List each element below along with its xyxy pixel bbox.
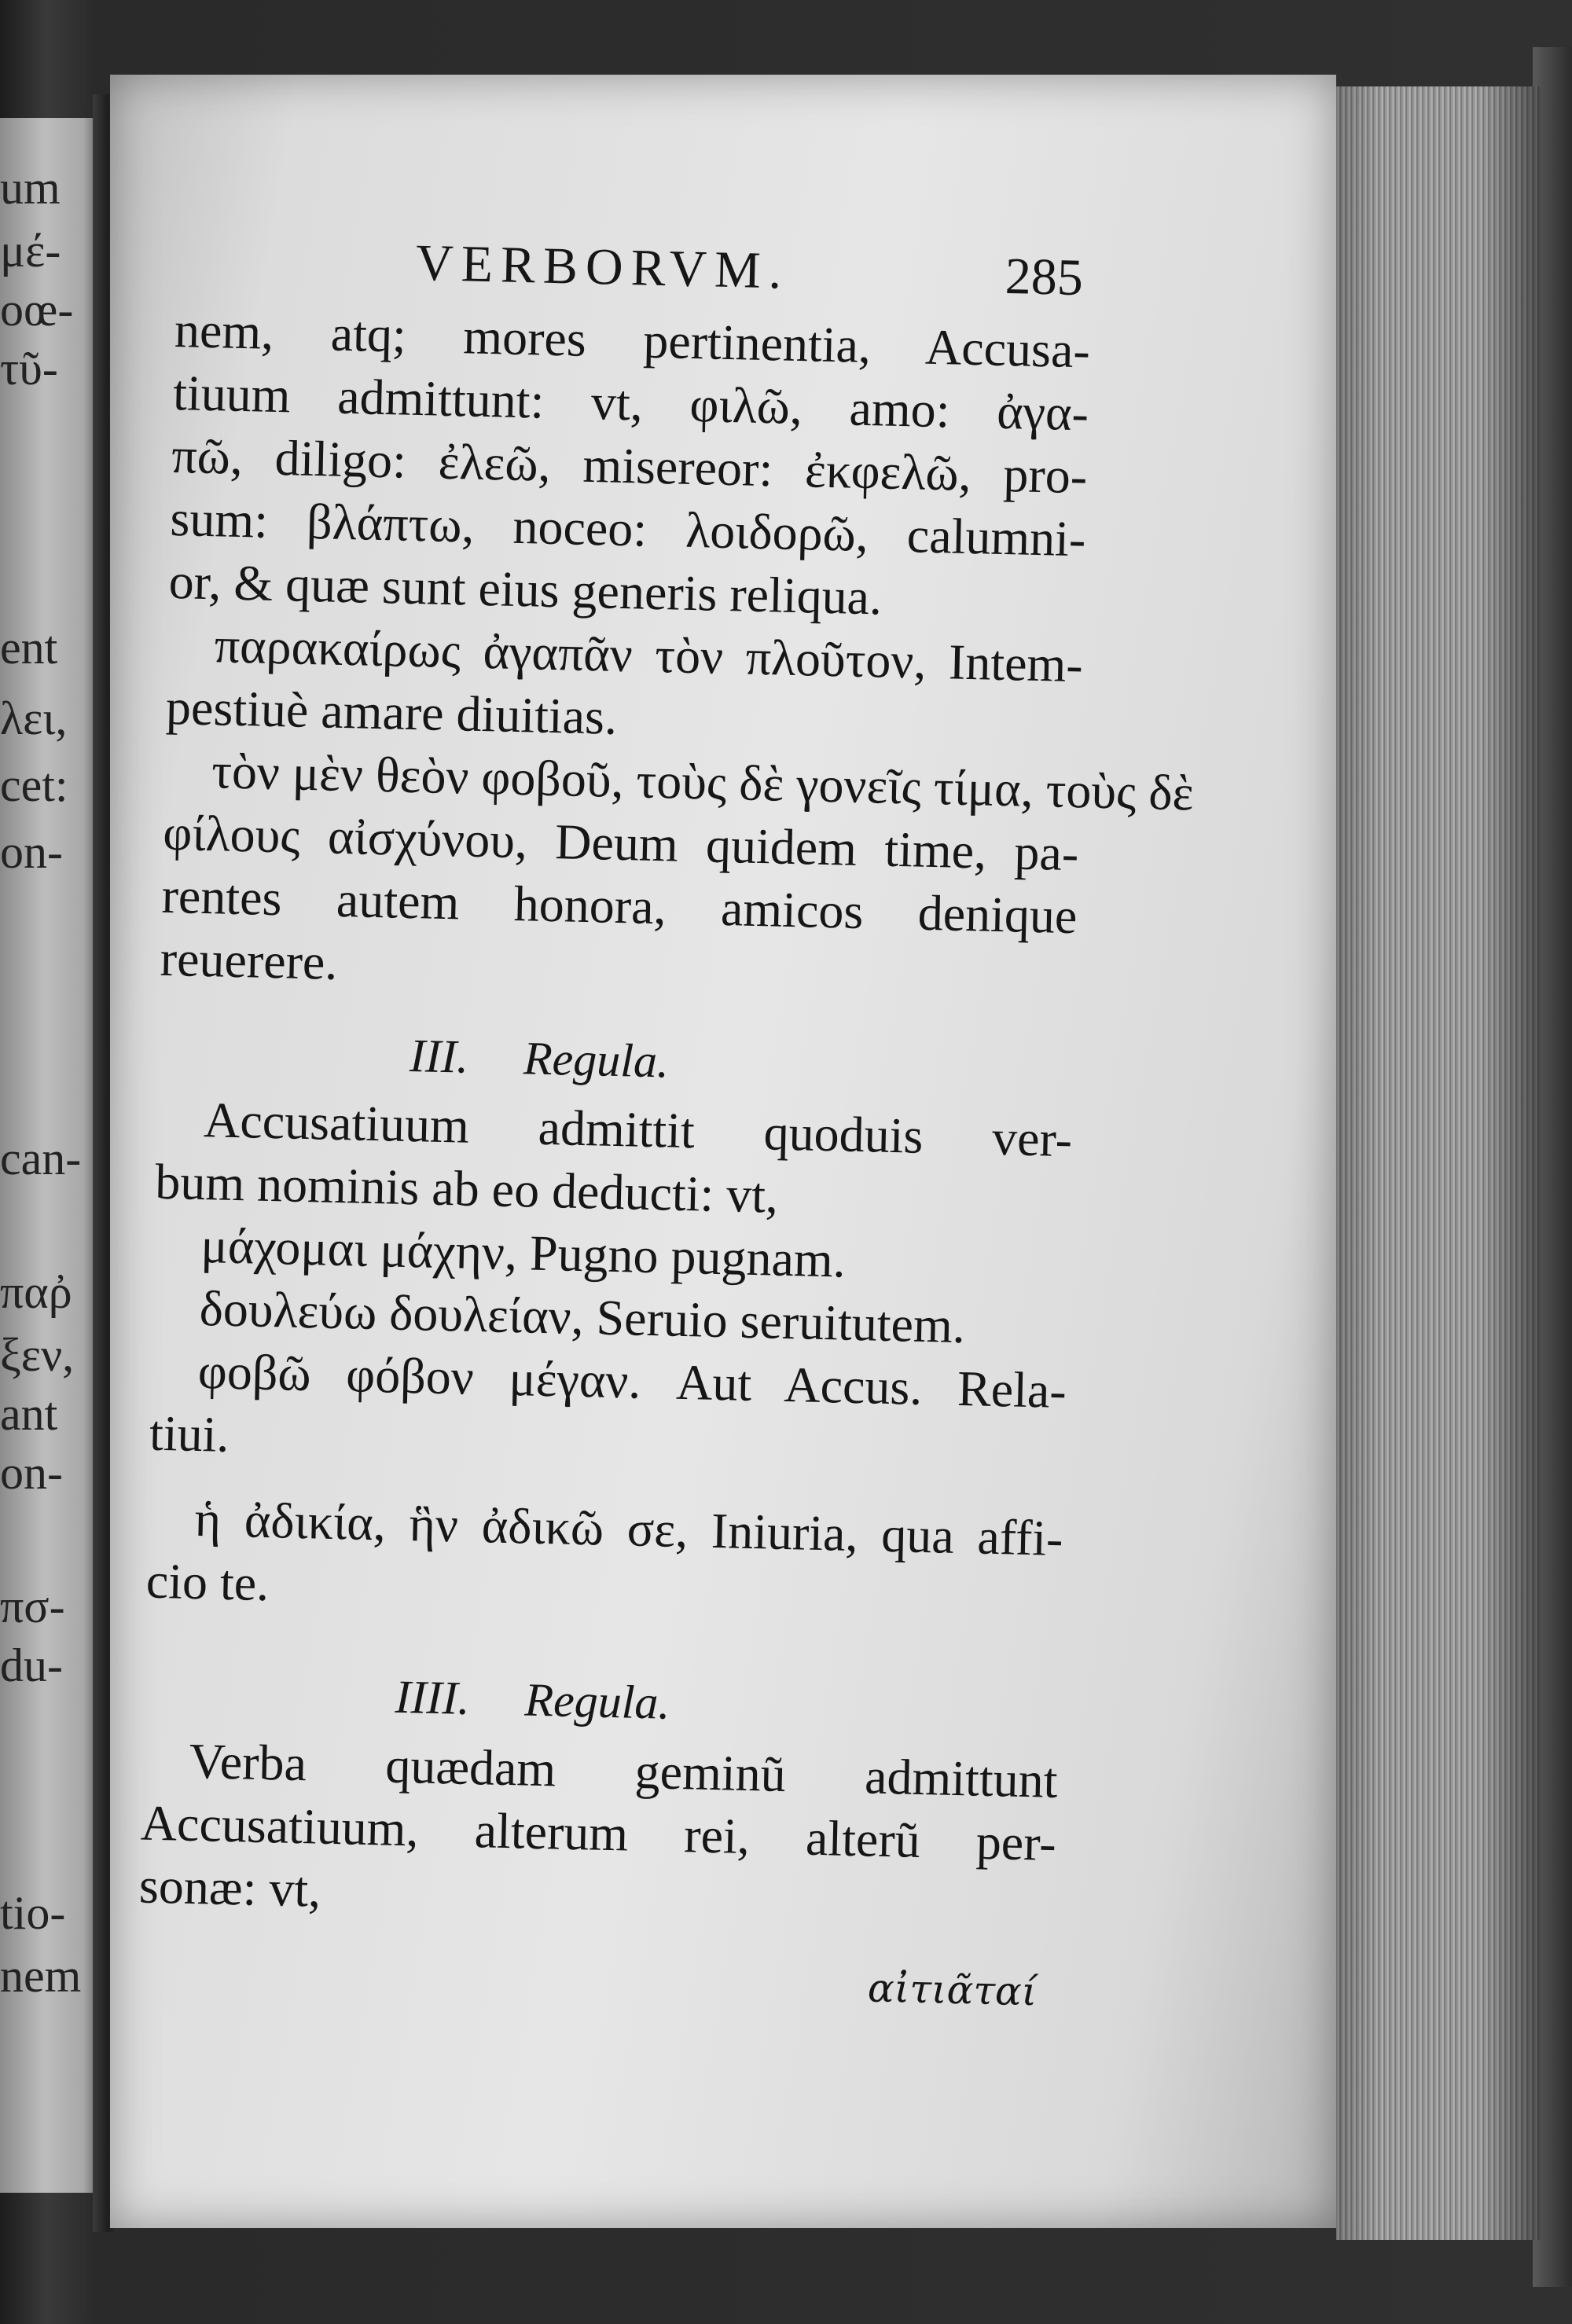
text-line: sum: βλάπτω, noceo: λοιδορῶ, calumni- (169, 490, 1087, 567)
prev-page-fragment: μέ- (0, 225, 61, 277)
page-edges-shade (1336, 86, 1541, 2240)
text-line: bum nominis ab eo deducti: vt, (154, 1153, 779, 1224)
prev-page-fragment: παῤ (0, 1266, 72, 1318)
prev-page-fragment: τῦ- (0, 343, 58, 395)
text-line: Verba quædam geminũ admittunt (188, 1732, 1059, 1808)
rule-number: IIII. (394, 1670, 471, 1724)
text-line: rentes autem honora, amicos denique (160, 867, 1078, 945)
prev-page-fragment: πσ- (0, 1581, 65, 1632)
example-line: παρακαίρως ἀγαπᾶν τὸν πλοῦτον, Intem- (214, 617, 1084, 693)
prev-page-fragment: tio- (0, 1887, 66, 1939)
catchword: αἰτιᾶταί (867, 1965, 1038, 2015)
rule-word: Regula. (523, 1673, 671, 1729)
prev-page-fragment: nem (0, 1950, 82, 2002)
prev-page-fragment: um (0, 162, 61, 214)
example-line: τὸν μὲν θεὸν φοβοῦ, τοὺς δὲ γονεῖς τίμα, τοὺς δὲ (211, 743, 1195, 821)
text-line: Accusatiuum admittit quoduis ver- (203, 1092, 1073, 1168)
prev-page-fragment: on- (0, 1447, 63, 1499)
text-line: Accusatiuum, alterum rei, alterũ per- (140, 1794, 1057, 1871)
prev-page-fragment: cet: (0, 759, 68, 811)
example-line: φοβῶ φόβον μέγαν. Aut Accus. Rela- (197, 1342, 1067, 1419)
text-line: nem, atq; mores pertinentia, Accusa- (174, 301, 1091, 379)
text-line: tiui. (149, 1404, 230, 1463)
running-title: VERBORVM. (415, 233, 791, 300)
prev-page-fragment: ant (0, 1388, 58, 1440)
example-line: δουλεύω δουλείαν, Seruio seruitutem. (199, 1280, 966, 1354)
heading-gap (469, 1714, 524, 1716)
previous-page-sliver (0, 118, 98, 2193)
page-text-block (137, 228, 1195, 2015)
text-line: tiuum admittunt: vt, φιλῶ, amo: ἀγα- (172, 364, 1089, 442)
text-line: pestiuè amare diuitias. (165, 678, 618, 745)
page-number: 285 (1005, 247, 1084, 307)
text-line: sonæ: vt, (138, 1857, 322, 1918)
example-line: μάχομαι μάχην, Pugno pugnam. (200, 1217, 847, 1288)
prev-page-fragment: du- (0, 1639, 63, 1691)
prev-page-fragment: ξεν, (0, 1329, 75, 1381)
text-line: φίλους αἰσχύνου, Deum quidem time, pa- (162, 804, 1080, 882)
text-line: πῶ, diligo: ἐλεῶ, misereor: ἐκφελῶ, pro- (171, 427, 1088, 505)
prev-page-fragment: λει, (0, 692, 68, 744)
prev-page-fragment: can- (0, 1133, 82, 1184)
rule-number: III. (409, 1029, 469, 1083)
prev-page-fragment: οœ- (0, 284, 74, 336)
heading-gap (468, 1073, 523, 1074)
example-line: ἡ ἀδικία, ἣν ἀδικῶ σε, Iniuria, qua affi- (193, 1490, 1064, 1566)
text-line: reuerere. (160, 930, 339, 990)
text-line: or, & quæ sunt eius generis reliqua. (167, 553, 883, 626)
prev-page-fragment: ent (0, 622, 58, 674)
rule-word: Regula. (523, 1032, 670, 1088)
text-line: cio te. (145, 1552, 270, 1612)
prev-page-fragment: on- (0, 826, 63, 878)
